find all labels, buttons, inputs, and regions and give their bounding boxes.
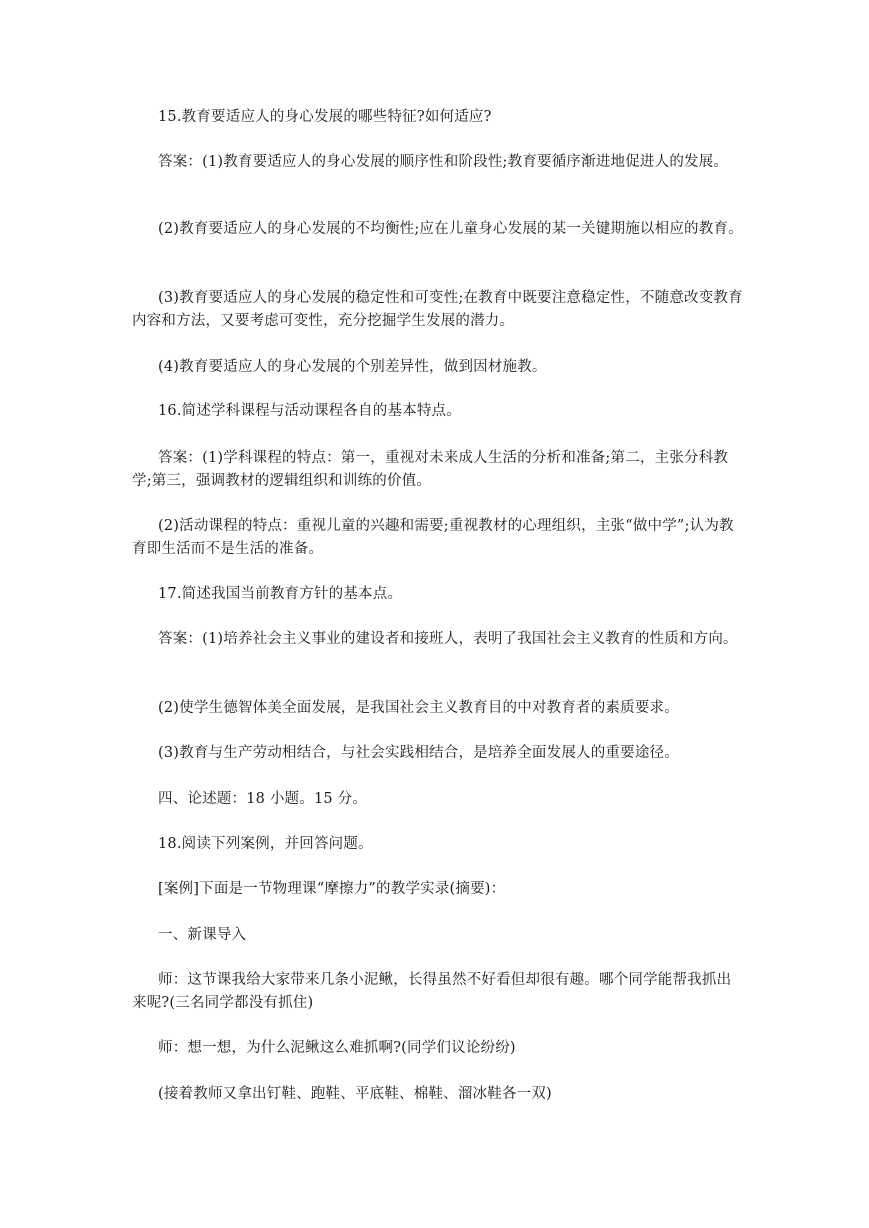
case-dialogue-2: 师：想一想，为什么泥鳅这么难抓啊?(同学们议论纷纷)	[158, 1040, 516, 1056]
answer-17-part-3: (3)教育与生产劳动相结合，与社会实践相结合，是培养全面发展人的重要途径。	[158, 745, 679, 761]
answer-15-part-2: (2)教育要适应人的身心发展的不均衡性;应在儿童身心发展的某一关键期施以相应的教育。	[158, 221, 743, 237]
answer-15-part-3: (3)教育要适应人的身心发展的稳定性和可变性;在教育中既要注意稳定性，不随意改变教育内容和方法，又要考虑可变性，充分挖掘学生发展的潜力。	[132, 290, 743, 329]
section-heading-essay: 四、论述题：18 小题。15 分。	[158, 791, 368, 807]
question-15: 15.教育要适应人的身心发展的哪些特征?如何适应?	[158, 109, 492, 125]
answer-16-part-2: (2)活动课程的特点：重视儿童的兴趣和需要;重视教材的心理组织，主张“做中学”;认为教育即生活而不是生活的准备。	[132, 518, 734, 557]
question-17: 17.简述我国当前教育方针的基本点。	[158, 586, 403, 602]
answer-15-part-1: 答案：(1)教育要适应人的身心发展的顺序性和阶段性;教育要循序渐进地促进人的发展。	[158, 154, 729, 170]
case-section-1-heading: 一、新课导入	[158, 927, 247, 943]
answer-16-part-1: 答案：(1)学科课程的特点：第一，重视对未来成人生活的分析和准备;第二，主张分科教学;第三，强调教材的逻辑组织和训练的价值。	[132, 450, 729, 489]
case-dialogue-1: 师：这节课我给大家带来几条小泥鳅，长得虽然不好看但却很有趣。哪个同学能帮我抓出来呢?(三名同学都没有抓住)	[132, 972, 732, 1011]
question-16: 16.简述学科课程与活动课程各自的基本特点。	[158, 403, 461, 419]
case-dialogue-3: (接着教师又拿出钉鞋、跑鞋、平底鞋、棉鞋、溜冰鞋各一双)	[158, 1086, 552, 1102]
answer-17-part-2: (2)使学生德智体美全面发展，是我国社会主义教育目的中对教育者的素质要求。	[158, 700, 679, 716]
answer-17-part-1: 答案：(1)培养社会主义事业的建设者和接班人，表明了我国社会主义教育的性质和方向。	[158, 631, 738, 647]
answer-15-part-4: (4)教育要适应人的身心发展的个别差异性，做到因材施教。	[158, 359, 547, 375]
question-18: 18.阅读下列案例，并回答问题。	[158, 836, 373, 852]
case-intro: [案例]下面是一节物理课“摩擦力”的教学实录(摘要)：	[158, 881, 506, 897]
